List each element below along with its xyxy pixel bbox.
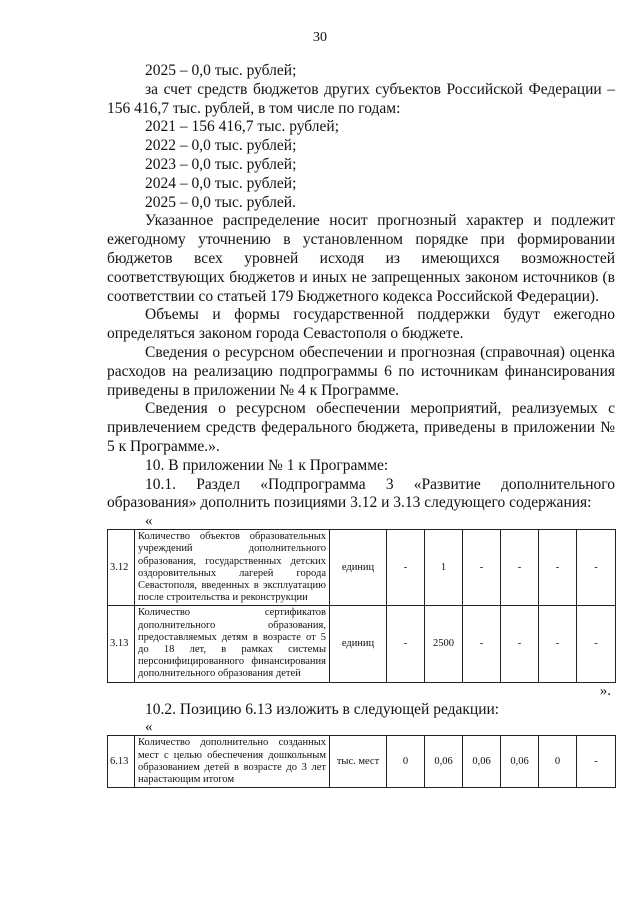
paragraph: 2025 – 0,0 тыс. рублей; xyxy=(145,62,297,79)
quote-close: ». xyxy=(599,682,611,699)
row-unit: единиц xyxy=(330,606,387,682)
section-heading: 10.2. Позицию 6.13 изложить в следующей редакции: xyxy=(145,700,500,718)
row-description: Количество сертификатов дополнительного образования, предоставляемых детям в возрасте от 5 до 18 лет, в рамках системы персонифицированного финансирования дополнительного образования детей xyxy=(135,606,330,682)
paragraph: за счет средств бюджетов других субъектов Российской Федерации – 156 416,7 тыс. рублей, в том числе по годам: xyxy=(107,80,615,117)
row-number: 6.13 xyxy=(108,736,135,788)
row-value: - xyxy=(501,530,539,606)
paragraph: Объемы и формы государственной поддержки будут ежегодно определяться законом города Севастополя о бюджете. xyxy=(107,306,615,343)
paragraph: 2021 – 156 416,7 тыс. рублей; xyxy=(145,118,339,136)
row-value: - xyxy=(577,736,616,788)
quote-open: « xyxy=(145,719,153,736)
positions-table-1 xyxy=(107,529,616,682)
row-description: Количество дополнительно созданных мест с целью обеспечения дошкольным образованием детей в возрасте до 3 лет нарастающим итогом xyxy=(135,736,330,788)
paragraph: Сведения о ресурсном обеспечении и прогнозная (справочная) оценка расходов на реализацию подпрограммы 6 по источникам финансирования приведены в приложении № 4 к Программе. xyxy=(107,343,615,399)
row-value: - xyxy=(577,606,616,682)
row-value: 0,06 xyxy=(501,736,539,788)
row-value: - xyxy=(463,530,501,606)
table-row xyxy=(108,736,616,788)
paragraph: 2022 – 0,0 тыс. рублей; xyxy=(145,137,297,155)
row-value: - xyxy=(539,606,577,682)
row-number: 3.12 xyxy=(108,530,135,606)
row-value: - xyxy=(501,606,539,682)
paragraph: 10. В приложении № 1 к Программе: xyxy=(145,456,389,474)
quote-open: « xyxy=(145,513,153,530)
positions-table-2 xyxy=(107,735,616,788)
row-unit: единиц xyxy=(330,530,387,606)
row-number: 3.13 xyxy=(108,606,135,682)
row-unit: тыс. мест xyxy=(330,736,387,788)
row-value: 0,06 xyxy=(425,736,463,788)
row-value: 2500 xyxy=(425,606,463,682)
paragraph: 2024 – 0,0 тыс. рублей; xyxy=(145,174,297,192)
paragraph: 10.1. Раздел «Подпрограмма 3 «Развитие дополнительного образования» дополнить позициями 3.12 и 3.13 следующего содержания: xyxy=(107,475,615,512)
row-value: - xyxy=(387,530,425,606)
document-body xyxy=(107,62,615,788)
table-row xyxy=(108,530,616,606)
paragraph: 2023 – 0,0 тыс. рублей; xyxy=(145,155,297,173)
row-value: - xyxy=(463,606,501,682)
paragraph: Указанное распределение носит прогнозный характер и подлежит ежегодному уточнению в установленном порядке при формировании бюджетов всех уровней исходя из имеющихся возможностей соответствующих бюджетов и иных не запрещенных законом источников (в соответствии со статьей 179 Бюджетного кодекса Российской Федерации). xyxy=(107,212,615,305)
row-value: - xyxy=(539,530,577,606)
paragraph: 2025 – 0,0 тыс. рублей. xyxy=(145,193,296,211)
table-row xyxy=(108,606,616,682)
paragraph: Сведения о ресурсном обеспечении мероприятий, реализуемых с привлечением средств федерального бюджета, приведены в приложении № 5 к Программе.». xyxy=(107,400,615,455)
row-value: - xyxy=(387,606,425,682)
row-value: 0 xyxy=(539,736,577,788)
row-value: 0 xyxy=(387,736,425,788)
page-number: 30 xyxy=(313,30,327,45)
row-value: 0,06 xyxy=(463,736,501,788)
row-value: 1 xyxy=(425,530,463,606)
row-description: Количество объектов образовательных учреждений дополнительного образования, государственных детских оздоровительных лагерей города Севастополя, введенных в эксплуатацию после строительства и реконструкции xyxy=(135,530,330,606)
row-value: - xyxy=(577,530,616,606)
